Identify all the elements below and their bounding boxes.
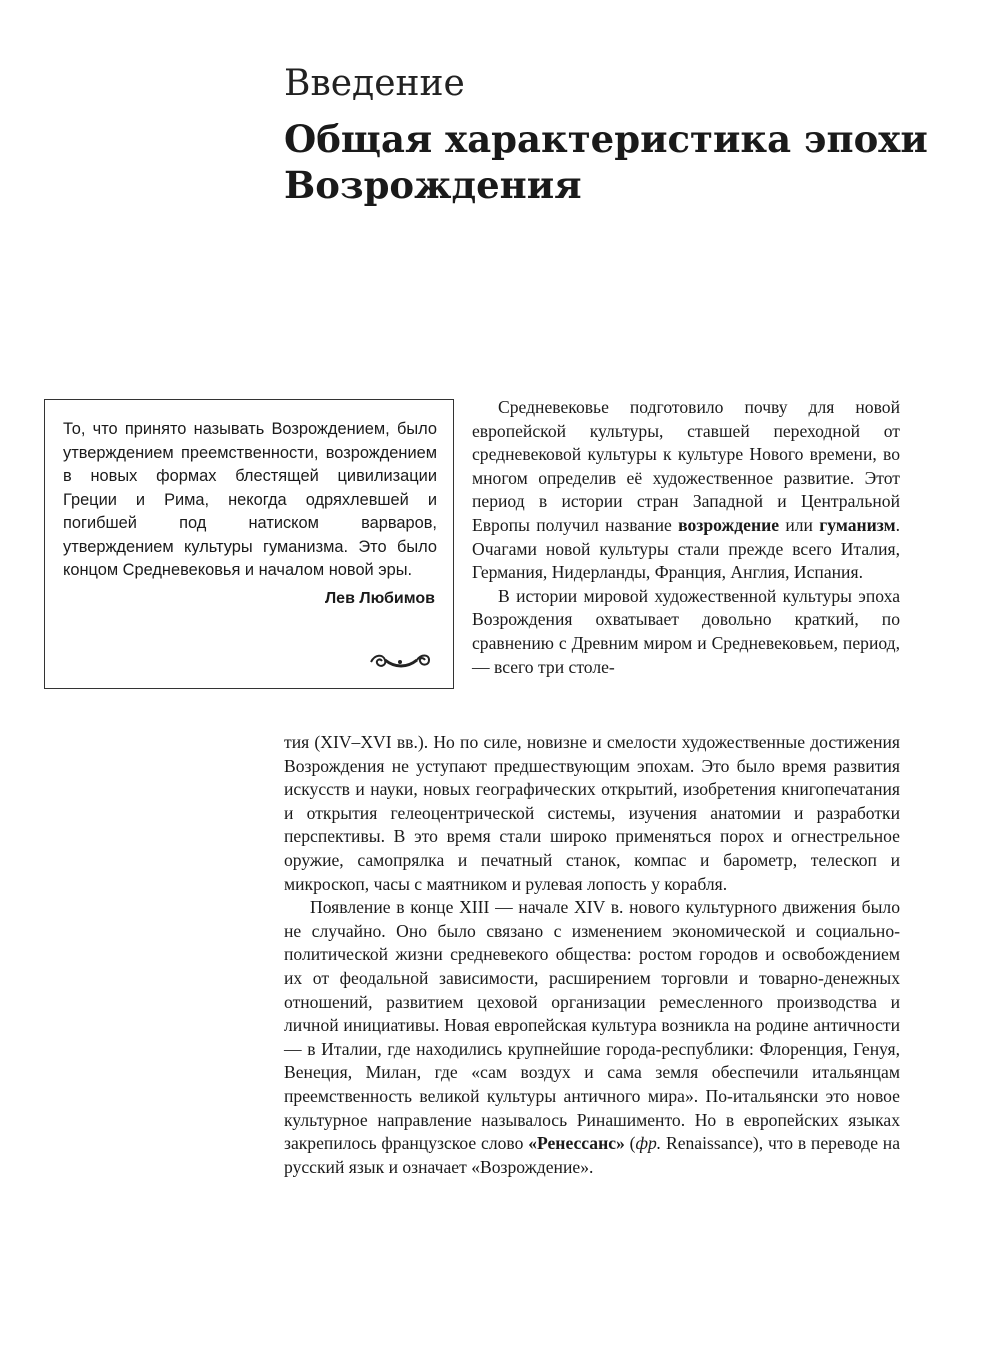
paragraph-1-text-b: . Очагами новой культуры стали прежде всего Италия, Германия, Нидерланды, Франция, Англия, Испания. — [472, 514, 900, 583]
paragraph-2-start: В истории мировой художественной культуры эпоха Возрождения охватывает довольно краткий, по сравнению с Древним миром и Средневековьем, период, — всего три столе- — [472, 585, 900, 677]
paragraph-3 — [284, 896, 900, 1179]
paragraph-1-text-a: Средневековье подготовило почву для новой европейской культуры, ставшей переходной от средневековой культуры к культуре Нового времени, во многом определив её художественное развитие. Этот период в истории стран Западной и Центральной Европы получил название — [472, 397, 900, 535]
scroll-ornament-icon — [367, 648, 433, 674]
paragraph-3-text-b: Renaissance), что в переводе на русский язык и означает «Возрождение». — [284, 1133, 901, 1177]
abbr-french: фр. — [635, 1133, 662, 1154]
term-gumanizm: гуманизм — [819, 514, 896, 535]
page-title: Общая характеристика эпохи Возрождения — [284, 117, 928, 207]
paragraph-3-paren: ( — [624, 1133, 636, 1154]
term-vozrozhdenie: возрождение — [678, 514, 780, 535]
epigraph-author: Лев Любимов — [324, 589, 435, 607]
paragraph-1-or: или — [779, 514, 820, 535]
epigraph-box — [44, 399, 454, 689]
term-renaissance: «Ренессанс» — [528, 1133, 625, 1154]
epigraph-quote: То, что принято называть Возрождением, было утверждением преемственности, возрождением в новых формах блестящей цивилизации Греции и Рима, некогда одряхлевшей и погибшей под натиском варваров, утверждением культуры гуманизма. Это было концом Средневековья и началом новой эры. — [63, 420, 437, 579]
section-kicker: Введение — [284, 63, 465, 104]
text-column-upper — [472, 396, 900, 679]
paragraph-1 — [472, 396, 900, 585]
paragraph-2-continued: тия (XIV–XVI вв.). Но по силе, новизне и смелости художественные достижения Возрождения не уступают предшествующим эпохам. Это было время развития искусств и науки, новых географических открытий, изобретения книгопечатания и открытия гелеоцентрической системы, изучения анатомии и разработки перспективы. В это время стали широко применяться порох и огнестрельное оружие, самопрялка и печатный станок, компас и барометр, телескоп и микроскоп, часы с маятником и рулевая лопость у корабля. — [284, 732, 900, 894]
paragraph-3-text-a: Появление в конце XIII — начале XIV в. нового культурного движения было не случайно. Оно было связано с изменением экономической и социально-политической жизни средневекого общества: ростом городов и освобождением их от феодальной зависимости, расширением торговли и товарно-денежных отношений, развитием цеховой организации ремесленного производства и личной инициативы. Новая европейская культура возникла на родине античности — в Италии, где находились крупнейшие города-республики: Флоренция, Генуя, Венеция, Милан, где «сам воздух и сама земля обеспечили итальянцам преемственность великой культуры античного мира». По-итальянски это новое культурное направление называлось Ринашименто. Но в европейских языках закрепилось французское слово — [284, 897, 900, 1154]
text-column-lower — [284, 731, 900, 1179]
